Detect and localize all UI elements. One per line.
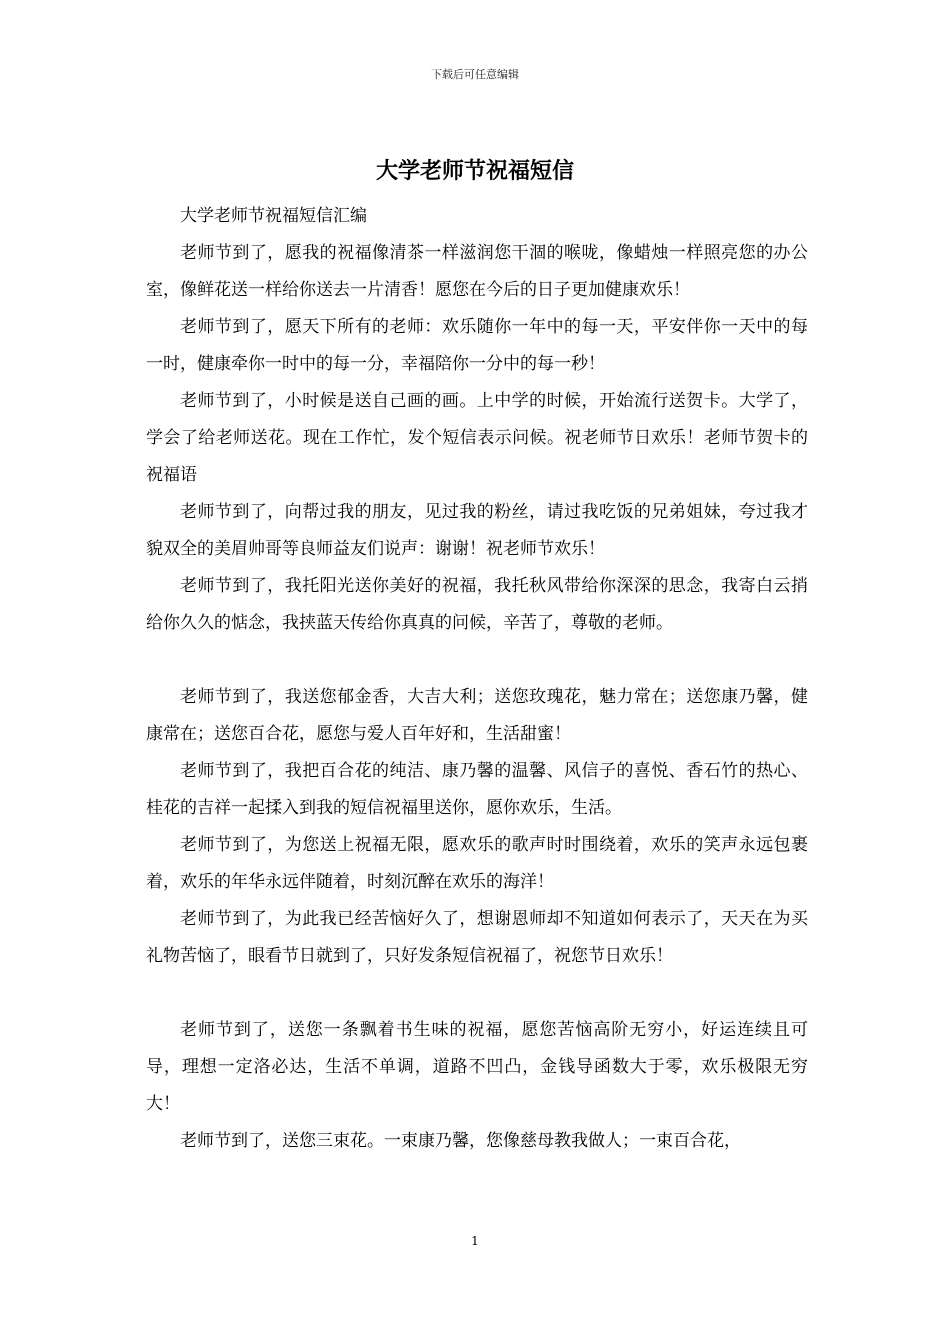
- paragraph: 老师节到了，送您三束花。一束康乃馨，您像慈母教我做人；一束百合花，: [180, 1131, 741, 1151]
- paragraph: 老师节到了，送您一条飘着书生味的祝福，愿您苦恼高阶无穷小，好运连续且可导，理想一定洛必达，生活不单调，道路不凹凸，金钱导函数大于零，欢乐极限无穷大！: [146, 1020, 808, 1114]
- paragraph: 老师节到了，我送您郁金香，大吉大利；送您玫瑰花，魅力常在；送您康乃馨，健康常在；送您百合花，愿您与爱人百年好和，生活甜蜜！: [146, 687, 808, 744]
- paragraph: 老师节到了，向帮过我的朋友，见过我的粉丝，请过我吃饭的兄弟姐妹，夸过我才貌双全的美眉帅哥等良师益友们说声：谢谢！祝老师节欢乐！: [146, 502, 808, 559]
- paragraph: 老师节到了，愿天下所有的老师：欢乐随你一年中的每一天，平安伴你一天中的每一时，健康牵你一时中的每一分，幸福陪你一分中的每一秒！: [146, 317, 808, 374]
- blank-line: [146, 975, 808, 1012]
- page-number: 1: [471, 1234, 479, 1248]
- document-title: 大学老师节祝福短信: [375, 158, 574, 184]
- paragraph: 老师节到了，我把百合花的纯洁、康乃馨的温馨、风信子的喜悦、香石竹的热心、桂花的吉祥一起揉入到我的短信祝福里送你，愿你欢乐，生活。: [146, 761, 808, 818]
- document-body: [146, 198, 808, 1160]
- subtitle-paragraph: 大学老师节祝福短信汇编: [180, 206, 367, 226]
- paragraph: 老师节到了，愿我的祝福像清茶一样滋润您干涸的喉咙，像蜡烛一样照亮您的办公室，像鲜花送一样给你送去一片清香！愿您在今后的日子更加健康欢乐！: [146, 243, 808, 300]
- paragraph: 老师节到了，为此我已经苦恼好久了，想谢恩师却不知道如何表示了，天天在为买礼物苦恼了，眼看节日就到了，只好发条短信祝福了，祝您节日欢乐！: [146, 909, 808, 966]
- paragraph: 老师节到了，为您送上祝福无限，愿欢乐的歌声时时围绕着，欢乐的笑声永远包裹着，欢乐的年华永远伴随着，时刻沉醉在欢乐的海洋！: [146, 835, 808, 892]
- paragraph: 老师节到了，我托阳光送你美好的祝福，我托秋风带给你深深的思念，我寄白云捎给你久久的惦念，我挟蓝天传给你真真的问候，辛苦了，尊敬的老师。: [146, 576, 808, 633]
- page-header: 下载后可任意编辑: [431, 68, 519, 81]
- blank-line: [146, 642, 808, 679]
- paragraph: 老师节到了，小时候是送自己画的画。上中学的时候，开始流行送贺卡。大学了，学会了给老师送花。现在工作忙，发个短信表示问候。祝老师节日欢乐！老师节贺卡的祝福语: [146, 391, 808, 485]
